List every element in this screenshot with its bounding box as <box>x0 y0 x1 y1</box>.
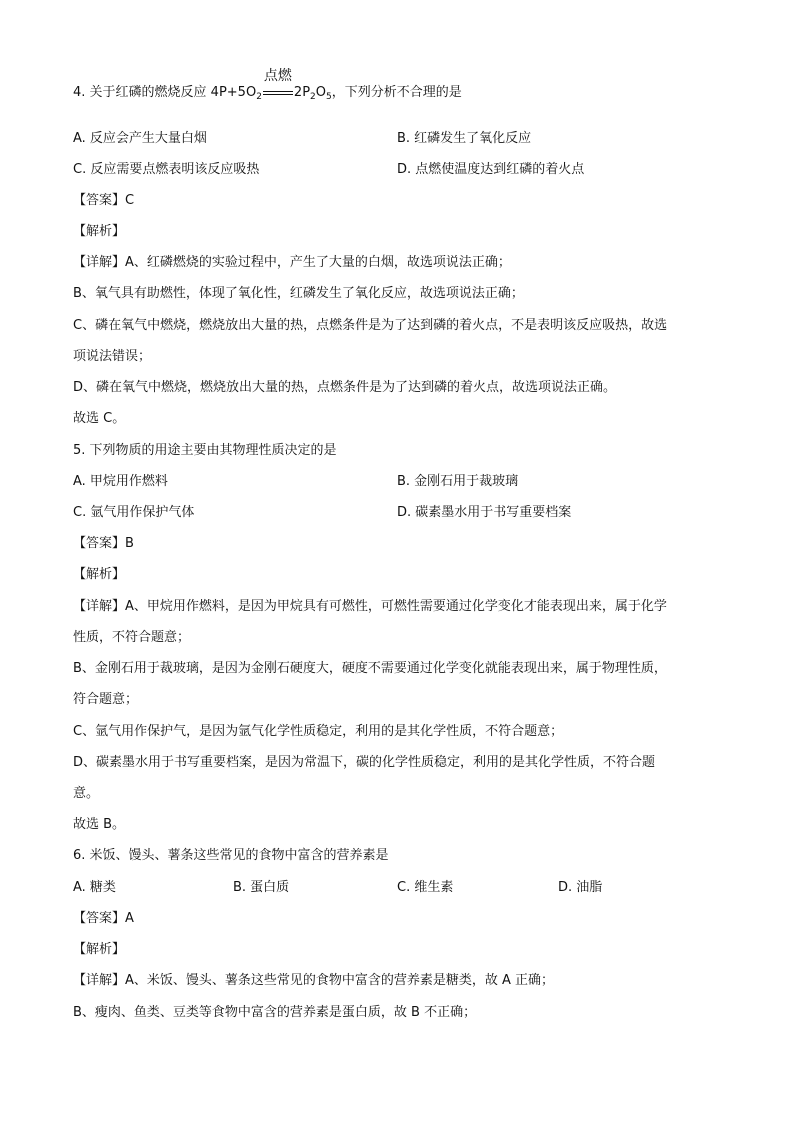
q4-detail-line: B、氧气具有助燃性，体现了氧化性，红磷发生了氧化反应，故选项说法正确； <box>73 286 524 301</box>
q4-option-b: B. 红磷发生了氧化反应 <box>397 131 532 146</box>
q6-option-d: D. 油脂 <box>558 880 603 895</box>
q4-detail-line: 【详解】A、红磷燃烧的实验过程中，产生了大量的白烟，故选项说法正确； <box>73 255 511 270</box>
q4-analysis-heading: 【解析】 <box>73 224 126 239</box>
q5-conclusion: 故选 B。 <box>73 817 126 832</box>
equals-sign <box>263 91 293 95</box>
q4-option-c: C. 反应需要点燃表明该反应吸热 <box>73 162 260 177</box>
p-subscript: 2 <box>310 92 316 102</box>
o-subscript: 5 <box>326 92 332 102</box>
q5-answer: 【答案】B <box>73 536 134 551</box>
q6-option-c: C. 维生素 <box>397 880 454 895</box>
q5-detail-line: 性质，不符合题意； <box>73 630 191 645</box>
q6-answer: 【答案】A <box>73 911 134 926</box>
q5-analysis-heading: 【解析】 <box>73 567 126 582</box>
q5-option-a: A. 甲烷用作燃料 <box>73 474 168 489</box>
q4-detail-line: C、磷在氧气中燃烧，燃烧放出大量的热，点燃条件是为了达到磷的着火点，不是表明该反应吸热，故选 <box>73 318 668 333</box>
q4-detail-line: D、磷在氧气中燃烧，燃烧放出大量的热，点燃条件是为了达到磷的着火点，故选项说法正确。 <box>73 380 617 395</box>
q5-detail-line: 【详解】A、甲烷用作燃料，是因为甲烷具有可燃性，可燃性需要通过化学变化才能表现出来，属于化学 <box>73 599 667 614</box>
q4-answer: 【答案】C <box>73 193 135 208</box>
q5-detail-line: 意。 <box>73 786 100 801</box>
o2-subscript: 2 <box>256 92 262 102</box>
reaction-condition: 点燃 <box>263 68 292 84</box>
q6-stem: 6. 米饭、馒头、薯条这些常见的食物中富含的营养素是 <box>73 848 389 863</box>
product-formula: 2P <box>293 85 311 100</box>
q4-detail-line: 项说法错误； <box>73 349 152 364</box>
q4-stem-tail: ，下列分析不合理的是 <box>331 85 462 100</box>
q5-option-c: C. 氩气用作保护气体 <box>73 505 195 520</box>
q5-detail-line: D、碳素墨水用于书写重要档案，是因为常温下，碳的化学性质稳定，利用的是其化学性质，不符合题 <box>73 755 656 770</box>
q4-conclusion: 故选 C。 <box>73 411 126 426</box>
q5-stem: 5. 下列物质的用途主要由其物理性质决定的是 <box>73 443 337 458</box>
q5-option-d: D. 碳素墨水用于书写重要档案 <box>397 505 572 520</box>
q5-detail-line: 符合题意； <box>73 692 139 707</box>
q6-option-a: A. 糖类 <box>73 880 116 895</box>
reaction-arrow <box>262 68 294 102</box>
q6-analysis-heading: 【解析】 <box>73 942 126 957</box>
q4-option-a: A. 反应会产生大量白烟 <box>73 131 207 146</box>
q4-stem <box>73 68 462 102</box>
product-formula-o: O <box>315 85 327 100</box>
q6-option-b: B. 蛋白质 <box>233 880 290 895</box>
q6-detail-line: 【详解】A、米饭、馒头、薯条这些常见的食物中富含的营养素是糖类，故 A 正确； <box>73 973 555 988</box>
q5-option-b: B. 金刚石用于裁玻璃 <box>397 474 519 489</box>
q5-detail-line: B、金刚石用于裁玻璃，是因为金刚石硬度大，硬度不需要通过化学变化就能表现出来，属于物理性质， <box>73 661 667 676</box>
q4-stem-text: 4. 关于红磷的燃烧反应 4P+5O <box>73 85 257 100</box>
q4-option-d: D. 点燃使温度达到红磷的着火点 <box>397 162 585 177</box>
q6-detail-line: B、瘦肉、鱼类、豆类等食物中富含的营养素是蛋白质，故 B 不正确； <box>73 1005 477 1020</box>
q5-detail-line: C、氩气用作保护气，是因为氩气化学性质稳定，利用的是其化学性质，不符合题意； <box>73 724 564 739</box>
